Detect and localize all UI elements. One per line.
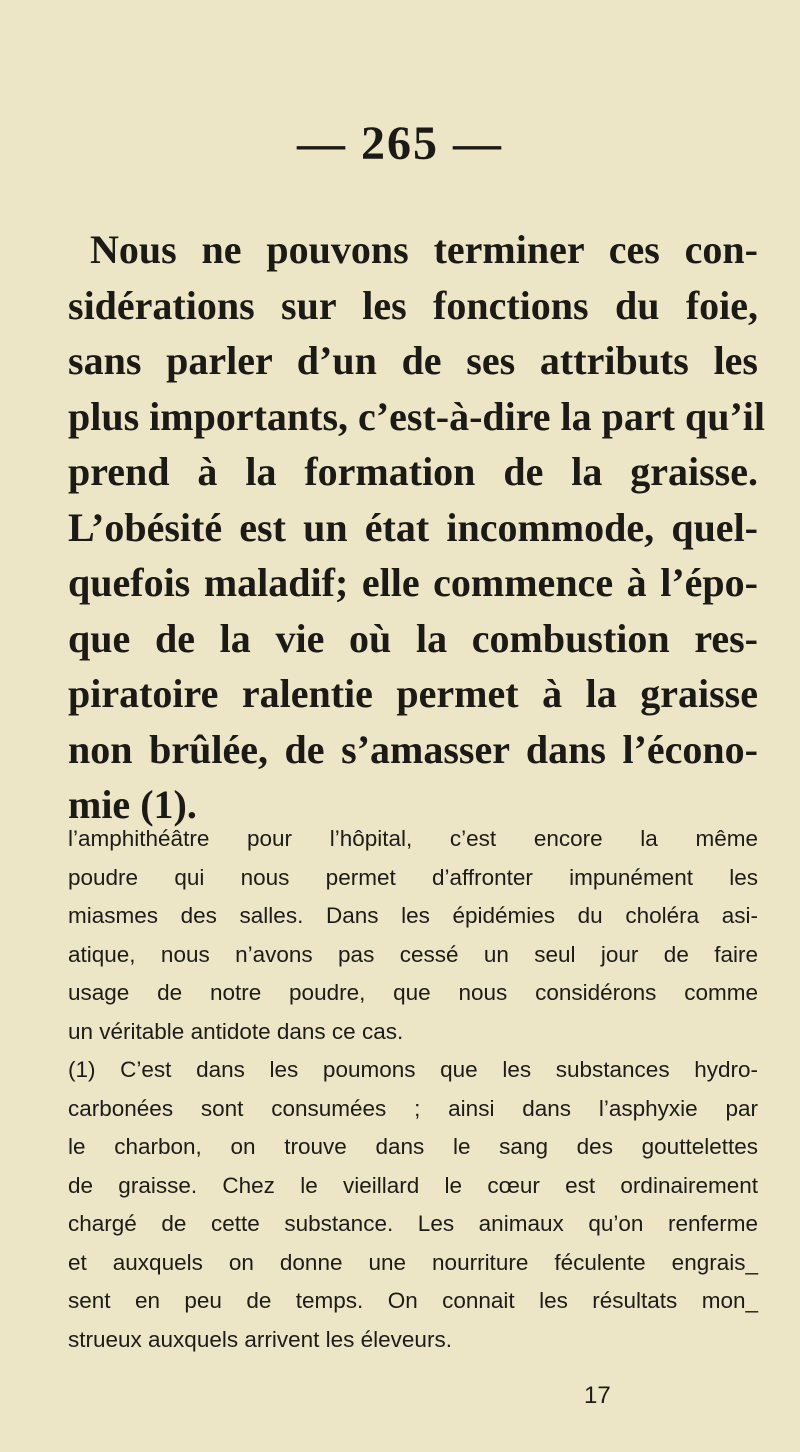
signature-mark: 17	[584, 1382, 611, 1409]
footnote-line: le charbon, on trouve dans le sang des gouttelettes	[68, 1134, 758, 1159]
main-line: prend à la formation de la graisse.	[68, 449, 758, 494]
main-line: sans parler d’un de ses attributs les	[68, 338, 758, 383]
note-continuation-line: atique, nous n’avons pas cessé un seul jour de faire	[68, 941, 758, 967]
footnote-line: carbonées sont consumées ; ainsi dans l’asphyxie par	[68, 1095, 758, 1121]
main-line: non brûlée, de s’amasser dans l’écono-	[68, 726, 758, 772]
main-line: sidérations sur les fonctions du foie,	[68, 282, 758, 328]
main-line: que de la vie où la combustion res-	[68, 615, 758, 661]
main-line: mie (1).	[68, 782, 197, 827]
note-continuation-line: l’amphithéâtre pour l’hôpital, c’est encore la même	[68, 826, 758, 851]
main-line: L’obésité est un état incommode, quel-	[68, 504, 758, 550]
footnote-line: chargé de cette substance. Les animaux qu’on renferme	[68, 1211, 758, 1236]
note-continuation-line: poudre qui nous permet d’affronter impunément les	[68, 864, 758, 890]
footnote-line: sent en peu de temps. On connait les résultats mon_	[68, 1288, 758, 1313]
main-paragraph	[68, 222, 766, 833]
footnote-line: strueux auxquels arrivent les éleveurs.	[68, 1326, 452, 1352]
footnote-line: (1) C’est dans les poumons que les substances hydro-	[68, 1057, 758, 1082]
page-number: — 265 —	[297, 117, 503, 170]
main-line: piratoire ralentie permet à la graisse	[68, 671, 758, 716]
note-continuation-line: miasmes des salles. Dans les épidémies du choléra asi-	[68, 903, 758, 928]
main-line: quefois maladif; elle commence à l’épo-	[68, 560, 758, 605]
main-line: plus importants, c’est-à-dire la part qu’il	[68, 393, 766, 439]
note-continuation-line: un véritable antidote dans ce cas.	[68, 1018, 404, 1044]
footnote-line: de graisse. Chez le vieillard le cœur est ordinairement	[68, 1172, 758, 1198]
note-continuation-line: usage de notre poudre, que nous considérons comme	[68, 980, 758, 1005]
footnotes	[68, 820, 758, 1359]
footnote-line: et auxquels on donne une nourriture féculente engrais_	[68, 1249, 758, 1275]
main-line: Nous ne pouvons terminer ces con-	[90, 227, 758, 272]
